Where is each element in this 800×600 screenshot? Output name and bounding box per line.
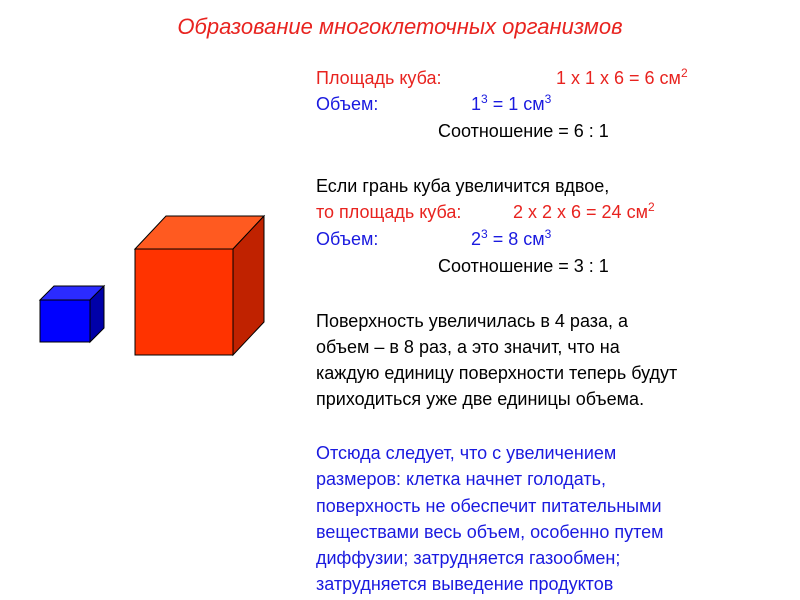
big-volume-label: Объем: [316, 229, 379, 249]
big-area-expr: 2 х 2 х 6 = 24 $см^2$ [513, 199, 655, 222]
small-area-line [316, 65, 688, 90]
big-area-line [316, 199, 655, 224]
small-volume-label: Объем: [316, 94, 379, 114]
small-volume-expr: $1^3 = 1$ $см^3$ [471, 91, 552, 114]
explanation-line: Поверхность увеличилась в 4 раза, а [316, 311, 629, 331]
big-volume-line [316, 226, 552, 251]
doubled-intro: Если грань куба увеличится вдвое, [316, 176, 610, 196]
explanation-line: объем – в 8 раз, а это значит, что на [316, 337, 620, 357]
big-area-label: то площадь куба: [316, 202, 462, 222]
large-red-cube [135, 216, 264, 355]
slide-title: Образование многоклеточных организмов [177, 14, 623, 39]
explanation-line: приходиться уже две единицы объема. [316, 389, 645, 409]
small-blue-cube [40, 286, 104, 342]
small-area-label: Площадь куба: [316, 68, 442, 88]
conclusion-line: размеров: клетка начнет голодать, [316, 469, 606, 489]
conclusion-line: веществами весь объем, особенно путем [316, 522, 664, 542]
small-area-expr: 1 х 1 х 6 = 6 $см^2$ [556, 65, 688, 88]
big-ratio: Соотношение = 3 : 1 [438, 256, 609, 276]
small-ratio: Соотношение = 6 : 1 [438, 121, 609, 141]
explanation-line: каждую единицу поверхности теперь будут [316, 363, 678, 383]
big-volume-expr: $2^3 = 8$ $см^3$ [471, 226, 552, 249]
conclusion-line: поверхность не обеспечит питательными [316, 496, 662, 516]
conclusion-line: диффузии; затрудняется газообмен; [316, 548, 621, 568]
conclusion-line: затрудняется выведение продуктов [316, 574, 614, 594]
conclusion-line: Отсюда следует, что с увеличением [316, 443, 617, 463]
small-volume-line [316, 91, 552, 116]
